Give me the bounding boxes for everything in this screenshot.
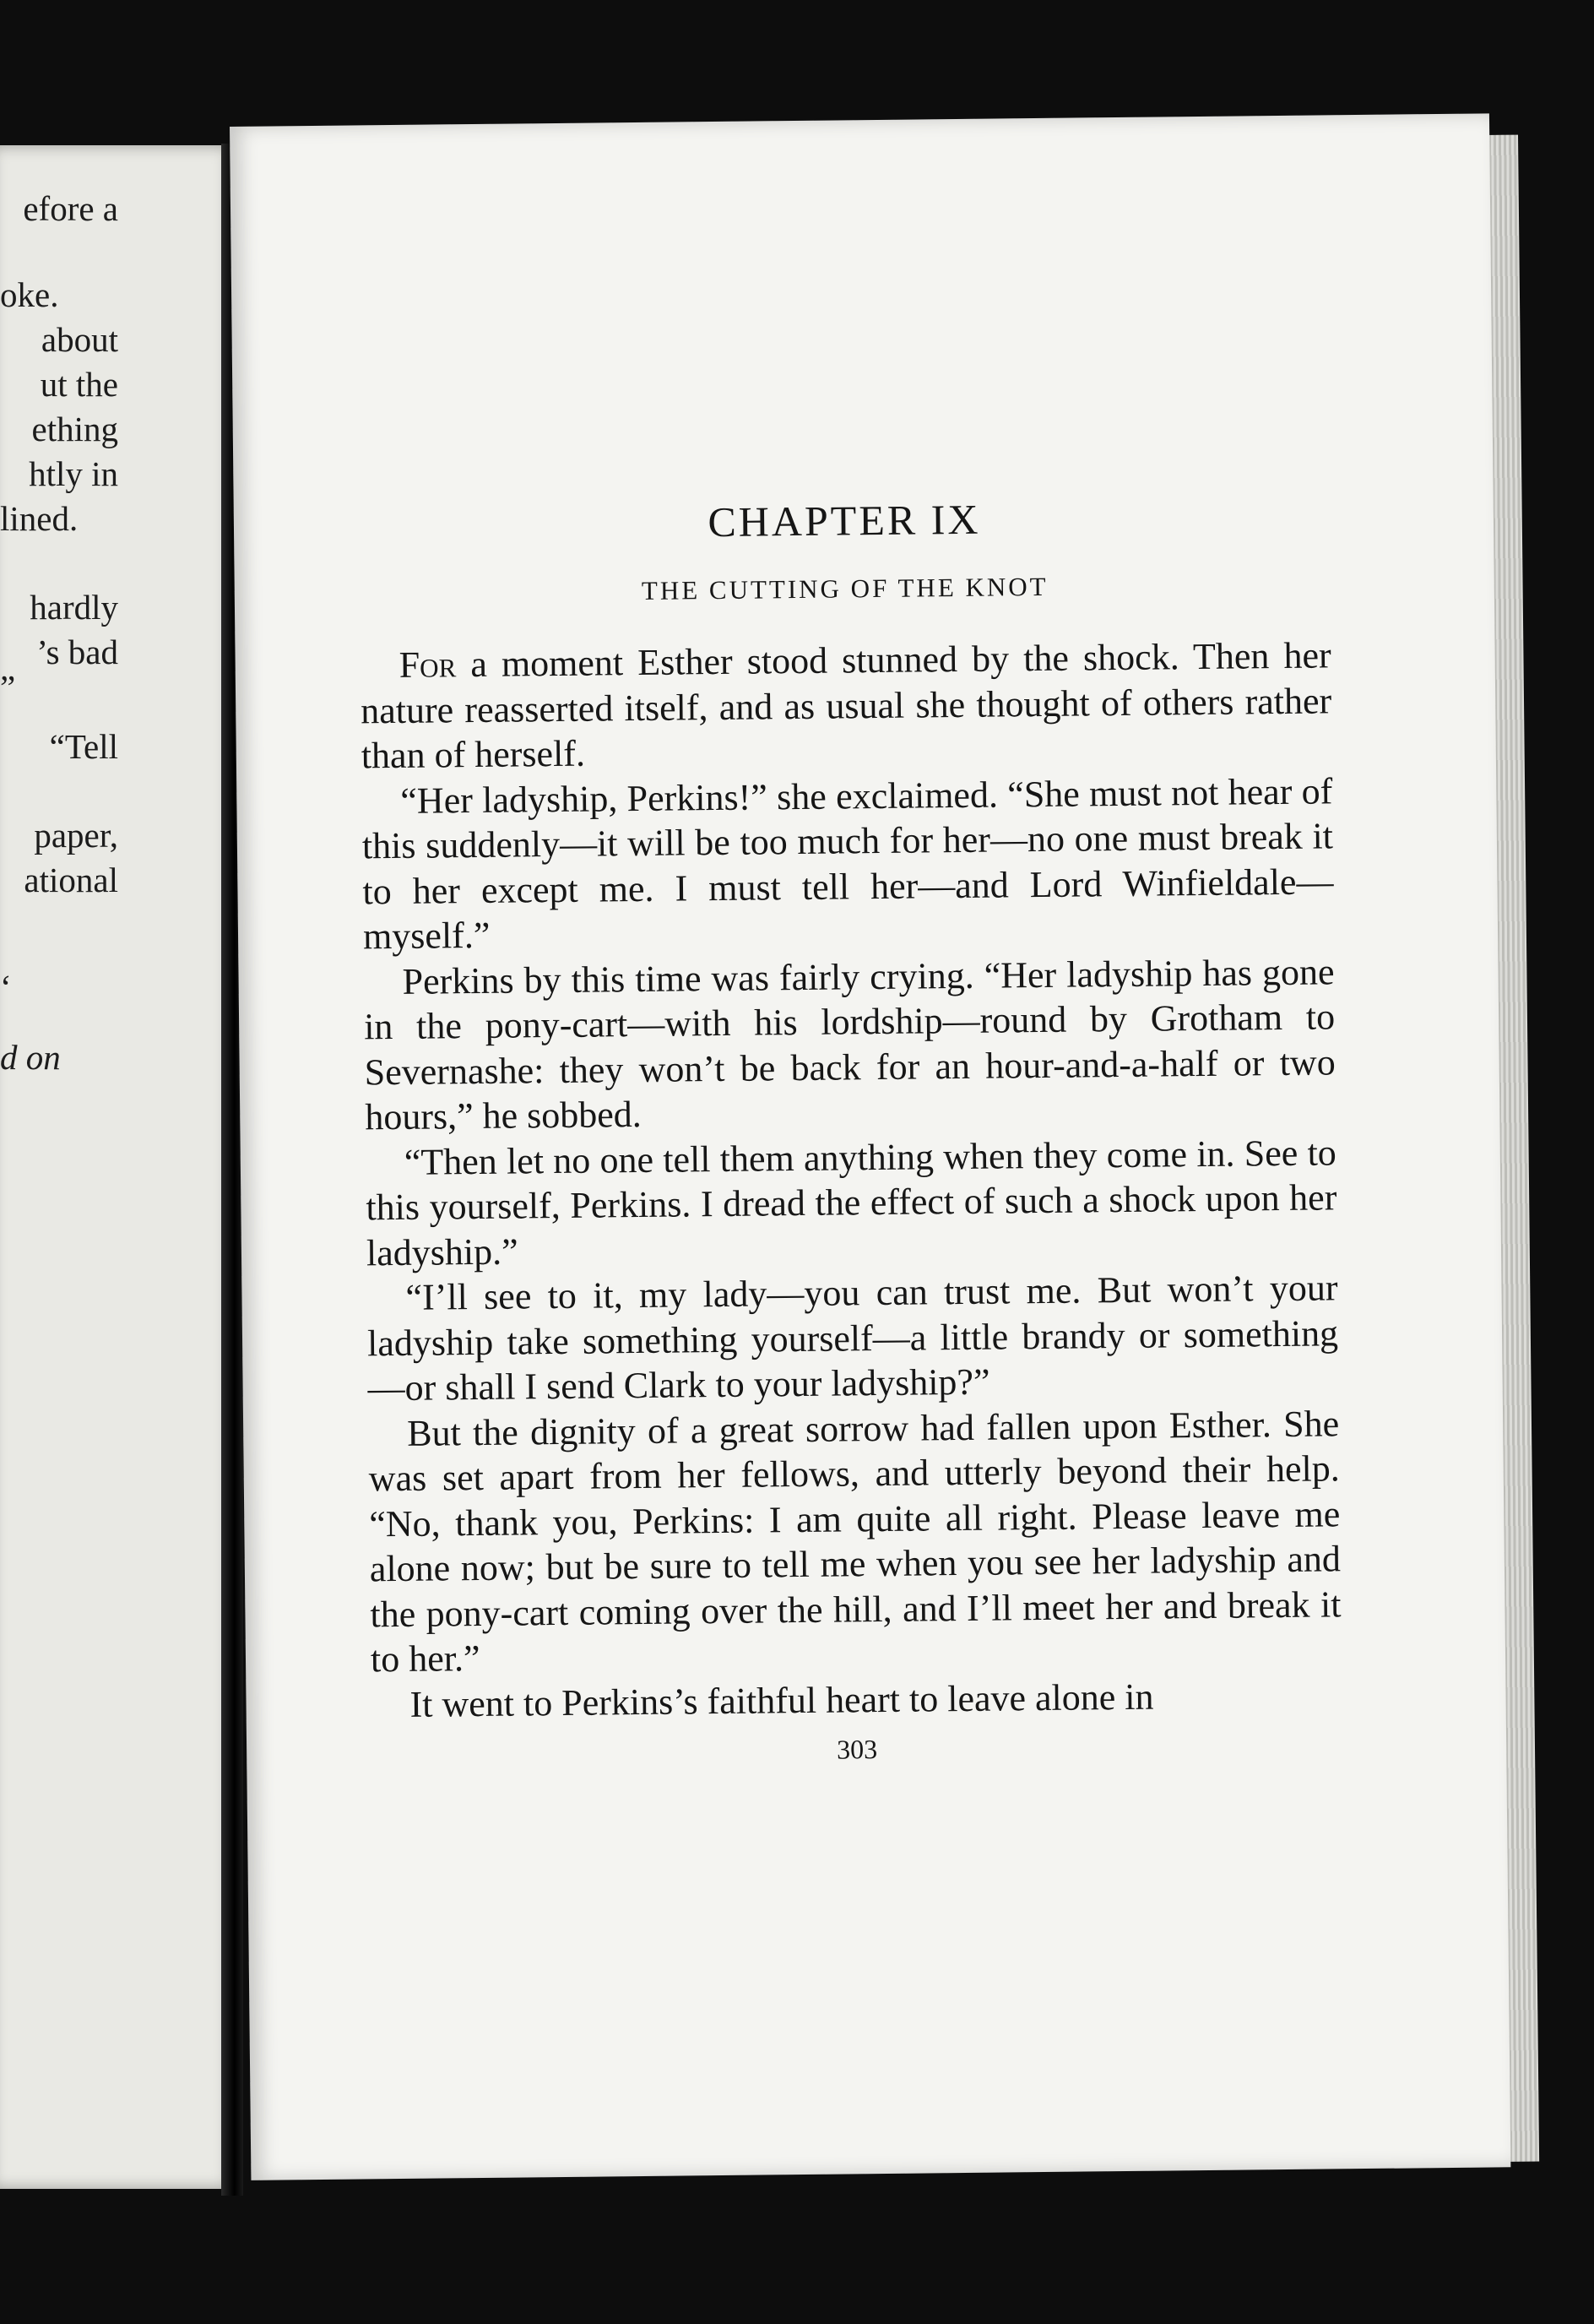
page-content <box>359 491 1343 1770</box>
left-page-fragment: lined. <box>0 499 79 538</box>
page-number: 303 <box>836 1734 878 1765</box>
left-page-fragment: paper, <box>34 816 118 855</box>
left-page-fragment: oke. <box>0 275 59 314</box>
paragraph-text: a moment Esther stood stunned by the shock. Then her nature reasserted itself, and as usual she thought of others rather than of herself. <box>360 634 1332 777</box>
paragraph-4: “Then let no one tell them anything when they come in. See to this yourself, Perkins. I dread the effect of such a shock upon her ladyship.” <box>366 1131 1337 1273</box>
paragraph-6: But the dignity of a great sorrow had fallen upon Esther. She was set apart from her fellows, and utterly beyond their help. “No, thank you, Perkins: I am quite all right. Please leave me alone now; but be sure to tell me when you see her ladyship and the pony-cart coming over the hill, and I’ll meet her and break it to her.” <box>368 1402 1342 1681</box>
left-page-fragment: ational <box>24 861 118 899</box>
paragraph-5: “I’ll see to it, my lady—you can trust me. But won’t your ladyship take something yourself—a little brandy or something—or shall I send Clark to your ladyship?” <box>366 1267 1339 1409</box>
left-page-fragment: ” <box>0 668 16 707</box>
paragraph-7: It went to Perkins’s faithful heart to leave alone in <box>409 1675 1154 1725</box>
left-page-fragment: efore a <box>23 189 118 228</box>
left-page-fragment: ’s bad <box>36 633 118 671</box>
left-page-fragment: hardly <box>30 588 118 627</box>
left-page-fragment: ething <box>31 410 118 448</box>
paragraph-2: “Her ladyship, Perkins!” she exclaimed. “She must not hear of this suddenly—it will be too much for her—no one must break it to her except me. I must tell her—and Lord Winfieldale—myself.” <box>361 769 1334 958</box>
right-page <box>230 113 1510 2180</box>
left-page-fragment: htly in <box>29 454 118 493</box>
left-page-fragment: d on <box>0 1038 61 1077</box>
left-page-fragment: ut the <box>40 365 118 404</box>
chapter-title: CHAPTER IX <box>708 495 981 546</box>
drop-lead-word: For <box>398 643 457 686</box>
left-page-fragment: ‘ <box>0 968 12 1007</box>
paragraph-1 <box>360 633 1332 779</box>
left-facing-page <box>0 145 238 2189</box>
chapter-subtitle: THE CUTTING OF THE KNOT <box>641 571 1049 605</box>
left-page-fragment: about <box>41 320 118 359</box>
paragraph-3: Perkins by this time was fairly crying. “Her ladyship has gone in the pony-cart—with his lordship—round by Grotham to Severnashe: they won’t be back for an hour-and-a-half or two hours,” he sobbed. <box>363 950 1336 1138</box>
left-page-fragment: “Tell <box>49 727 118 766</box>
